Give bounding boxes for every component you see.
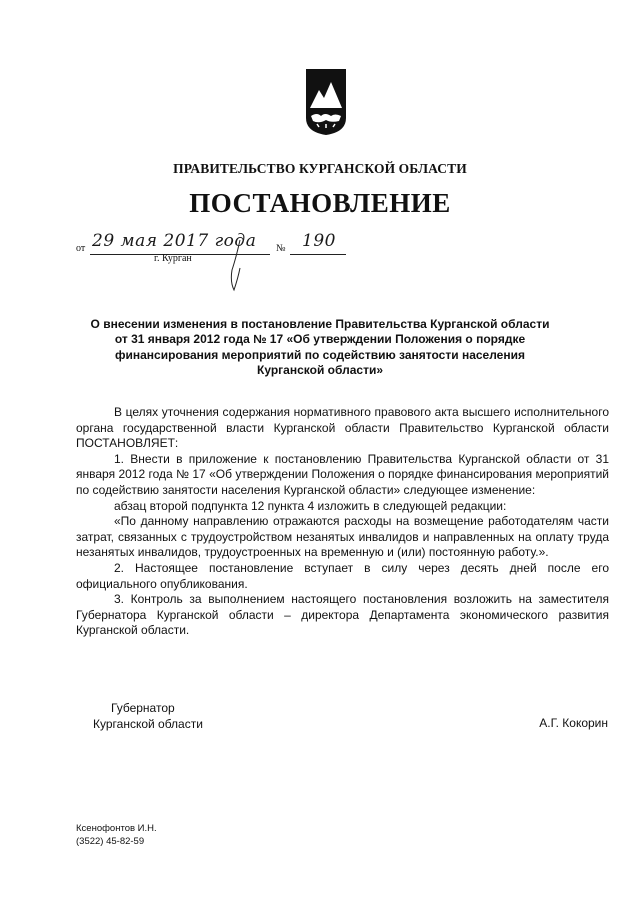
number-label: № xyxy=(276,243,286,254)
subject-line: от 31 января 2012 года № 17 «Об утверждении Положения о порядке xyxy=(114,332,526,347)
subject-line: Курганской области» xyxy=(257,363,383,378)
handwritten-number: 190 xyxy=(302,231,336,251)
body-paragraph: 3. Контроль за выполнением настоящего постановления возложить на заместителя Губернатора Курганской области – директора Департамента экономического развития Курганской области. xyxy=(76,592,609,638)
body-paragraph: абзац второй подпункта 12 пункта 4 изложить в следующей редакции: xyxy=(114,498,507,513)
document-body xyxy=(76,405,609,639)
government-name: ПРАВИТЕЛЬСТВО КУРГАНСКОЙ ОБЛАСТИ xyxy=(173,161,467,176)
city-label: г. Курган xyxy=(154,253,192,264)
signatory-title xyxy=(93,700,203,732)
signatory-title-line: Курганской области xyxy=(93,717,203,731)
signatory-name: А.Г. Кокорин xyxy=(539,716,608,730)
document-subject xyxy=(80,317,560,379)
kurgan-coat-of-arms-icon xyxy=(305,68,347,136)
executor-info xyxy=(76,822,157,848)
date-number-line xyxy=(76,231,356,265)
executor-phone: (3522) 45-82-59 xyxy=(76,836,145,847)
date-from-label: от xyxy=(76,243,86,254)
number-underline xyxy=(290,254,346,255)
document-type-title: ПОСТАНОВЛЕНИЕ xyxy=(189,188,451,218)
handwritten-stroke-mark xyxy=(218,238,258,294)
body-paragraph: 1. Внести в приложение к постановлению Правительства Курганской области от 31 января 2012 года № 17 «Об утверждении Положения о порядке финансирования мероприятий по содействию занятости населения Курганской области» следующее изменение: xyxy=(76,451,609,497)
body-paragraph: «По данному направлению отражаются расходы на возмещение работодателям части затрат, связанных с трудоустройством незанятых инвалидов и направленных на оплату труда незанятых инвалидов, трудоустроенных на временную и (или) постоянную работу.». xyxy=(76,514,609,560)
body-paragraph: В целях уточнения содержания нормативного правового акта высшего исполнительного органа государственной власти Курганской области Правительство Курганской области ПОСТАНОВЛЯЕТ: xyxy=(76,405,609,451)
handwritten-date: 29 мая 2017 года xyxy=(92,231,257,251)
subject-line: финансирования мероприятий по содействию занятости населения xyxy=(115,347,525,362)
body-paragraph: 2. Настоящее постановление вступает в силу через десять дней после его официального опубликования. xyxy=(76,560,609,591)
subject-line: О внесении изменения в постановление Правительства Курганской области xyxy=(90,317,550,331)
signatory-title-line: Губернатор xyxy=(111,701,175,715)
executor-name: Ксенофонтов И.Н. xyxy=(76,823,157,834)
